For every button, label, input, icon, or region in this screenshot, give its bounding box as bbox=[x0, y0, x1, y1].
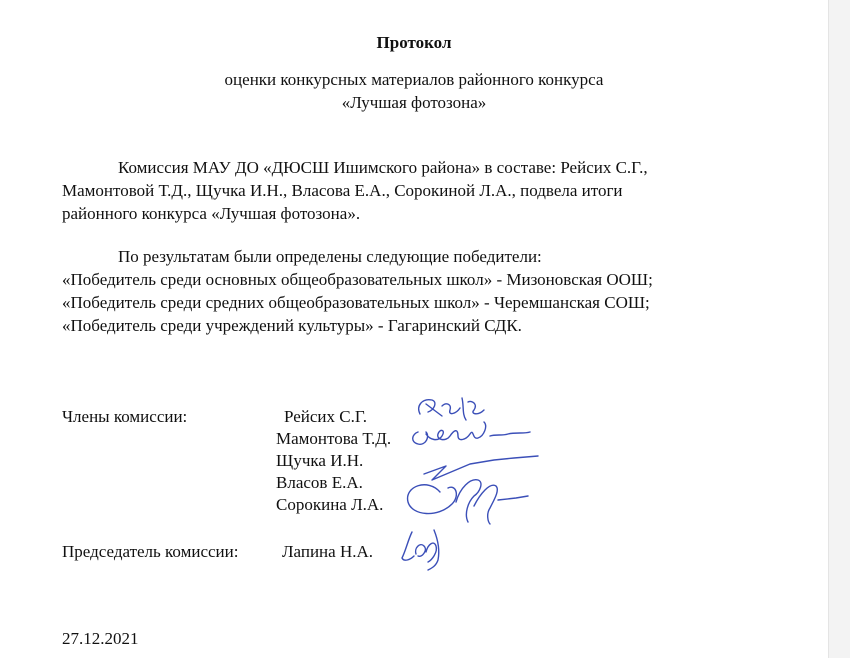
document-title: Протокол bbox=[376, 33, 452, 52]
paragraph-2-line-1: По результатам были определены следующие победители: bbox=[118, 247, 542, 266]
member-name: Сорокина Л.А. bbox=[276, 495, 384, 514]
subtitle-line-1: оценки конкурсных материалов районного конкурса bbox=[224, 70, 604, 89]
member-name: Власов Е.А. bbox=[276, 473, 363, 492]
paragraph-1-line-1: Комиссия МАУ ДО «ДЮСШ Ишимского района» в составе: Рейсих С.Г., bbox=[118, 158, 648, 177]
subtitle-line-2: «Лучшая фотозона» bbox=[341, 93, 487, 112]
paragraph-1-line-2: Мамонтовой Т.Д., Щучка И.Н., Власова Е.А., Сорокиной Л.А., подвела итоги bbox=[62, 181, 623, 200]
chair-label: Председатель комиссии: bbox=[62, 542, 239, 561]
members-label: Члены комиссии: bbox=[62, 407, 188, 426]
signature-vlasov-sorokina bbox=[398, 452, 548, 524]
member-name: Щучка И.Н. bbox=[276, 451, 364, 470]
viewer-scroll-edge[interactable] bbox=[828, 0, 850, 658]
signature-mamontova bbox=[400, 414, 532, 454]
chair-name: Лапина Н.А. bbox=[282, 542, 373, 561]
signature-lapina bbox=[398, 526, 454, 572]
winner-line-1: «Победитель среди основных общеобразовательных школ» - Мизоновская ООШ; bbox=[62, 270, 653, 289]
document-date: 27.12.2021 bbox=[62, 629, 139, 648]
paragraph-1-line-3: районного конкурса «Лучшая фотозона». bbox=[62, 204, 361, 223]
winner-line-2: «Победитель среди средних общеобразовательных школ» - Черемшанская СОШ; bbox=[62, 293, 650, 312]
member-name: Мамонтова Т.Д. bbox=[276, 429, 392, 448]
member-name: Рейсих С.Г. bbox=[284, 407, 368, 426]
winner-line-3: «Победитель среди учреждений культуры» - Гагаринский СДК. bbox=[62, 316, 522, 335]
